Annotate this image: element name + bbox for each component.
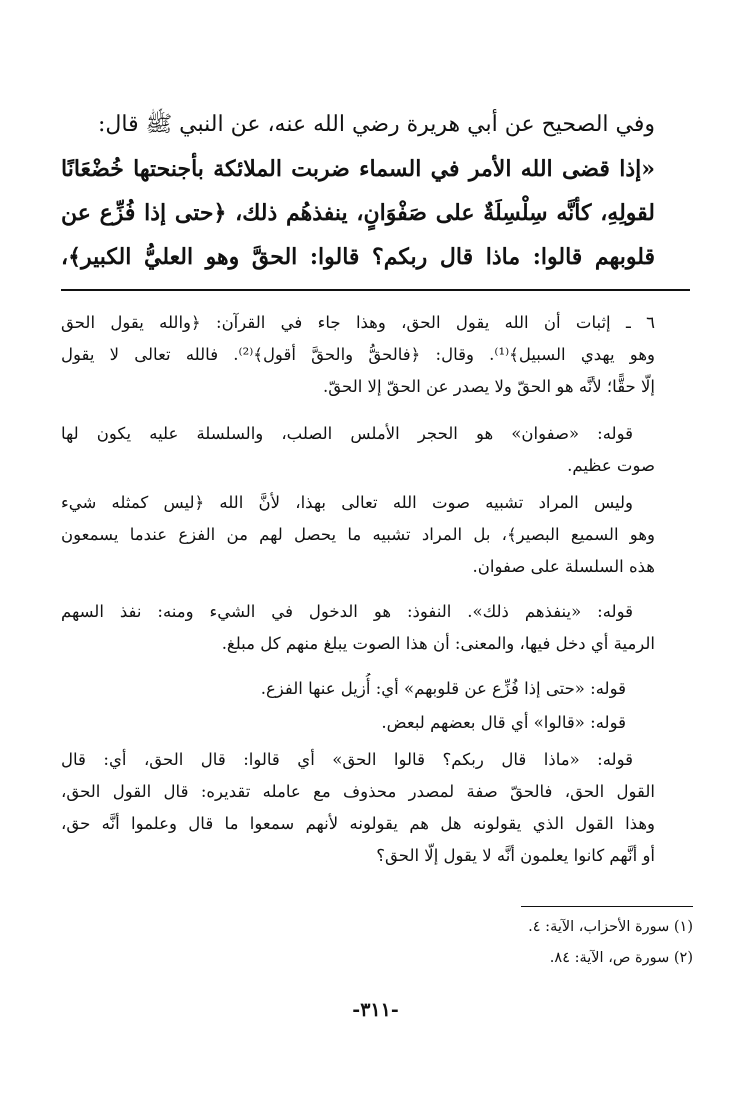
commentary-line-15: وهذا القول الذي يقولونه هل هم يقولونه لأنهم سمعوا ما قال وعلموا أنَّه حق، [61, 814, 655, 833]
commentary-line-14: القول الحق، فالحقّ صفة لمصدر محذوف مع عامله تقديره: قال القول الحق، [61, 782, 655, 801]
footnote-1: (١) سورة الأحزاب، الآية: ٤. [528, 919, 693, 935]
commentary-line-7: وهو السميع البصير﴾، بل المراد تشبيه ما يحصل لهم من الفزع عندما يسمعون [61, 525, 655, 544]
commentary-line-4: قوله: «صفوان» هو الحجر الأملس الصلب، والسلسلة عليه يكون لها [61, 424, 633, 443]
footnote-2: (٢) سورة ص، الآية: ٨٤. [549, 950, 693, 966]
commentary-line-16: أو أنَّهم كانوا يعلمون أنَّه لا يقول إلّا الحق؟ [376, 846, 655, 865]
commentary-line-13: قوله: «ماذا قال ربكم؟ قالوا الحق» أي قالوا: قال الحق، أي: قال [61, 750, 633, 769]
commentary-line-3: إلّا حقًّا؛ لأنَّه هو الحقّ ولا يصدر عن الحقّ إلا الحقّ. [323, 377, 655, 396]
commentary-line-12: قوله: «قالوا» أي قال بعضهم لبعض. [381, 713, 626, 732]
commentary-line-6: وليس المراد تشبيه صوت الله تعالى بهذا، لأنَّ الله ﴿ليس كمثله شيء [61, 493, 633, 512]
main-text-line-4: قلوبهم قالوا: ماذا قال ربكم؟ قالوا: الحقَّ وهو العليُّ الكبير﴾، [61, 244, 655, 270]
commentary-line-5: صوت عظيم. [567, 456, 655, 475]
page-number: -٣١١- [352, 999, 399, 1021]
commentary-line-2: وهو يهدي السبيل﴾⁽¹⁾. وقال: ﴿فالحقُّ والحقَّ أقول﴾⁽²⁾. فالله تعالى لا يقول [61, 345, 655, 364]
commentary-line-11: قوله: «حتى إذا فُزِّع عن قلوبهم» أي: أُزيل عنها الفزع. [260, 679, 626, 698]
commentary-line-8: هذه السلسلة على صفوان. [472, 557, 655, 576]
section-divider [61, 289, 690, 291]
main-text-line-3: لقولِهِ، كأنَّه سِلْسِلَةٌ على صَفْوَانٍ، ينفذهُم ذلك، ﴿حتى إذا فُزِّع عن [61, 200, 655, 226]
commentary-line-10: الرمية أي دخل فيها، والمعنى: أن هذا الصوت يبلغ منهم كل مبلغ. [221, 634, 655, 653]
commentary-line-1: ٦ ـ إثبات أن الله يقول الحق، وهذا جاء في القرآن: ﴿والله يقول الحق [61, 313, 655, 332]
main-text-line-1: وفي الصحيح عن أبي هريرة رضي الله عنه، عن النبي ﷺ قال: [97, 112, 655, 137]
main-text-line-2: «إذا قضى الله الأمر في السماء ضربت الملائكة بأجنحتها خُضْعَانًا [61, 156, 655, 182]
footnote-divider [521, 906, 693, 907]
commentary-line-9: قوله: «ينفذهم ذلك». النفوذ: هو الدخول في الشيء ومنه: نفذ السهم [61, 602, 633, 621]
